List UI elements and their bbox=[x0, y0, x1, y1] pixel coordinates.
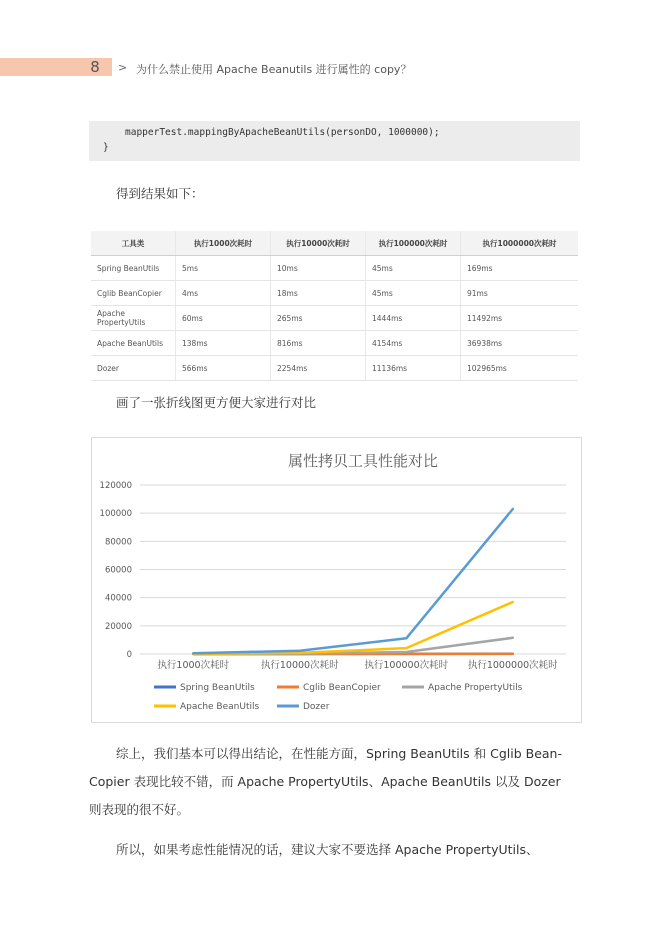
table-cell: 18ms bbox=[271, 281, 366, 306]
code-block bbox=[89, 121, 580, 161]
y-tick-label: 0 bbox=[126, 650, 132, 660]
table-row bbox=[91, 331, 578, 356]
table-cell: Apache PropertyUtils bbox=[91, 306, 176, 331]
conclusion-line: Copier 表现比较不错，而 Apache PropertyUtils、Apache BeanUtils 以及 Dozer bbox=[89, 774, 561, 789]
table-row bbox=[91, 256, 578, 281]
table-cell: 816ms bbox=[271, 331, 366, 356]
chart-title: 属性拷贝工具性能对比 bbox=[287, 452, 439, 470]
table-cell: 1444ms bbox=[366, 306, 461, 331]
result-intro: 得到结果如下： bbox=[116, 186, 204, 201]
table-cell: 138ms bbox=[176, 331, 271, 356]
table-cell: 11492ms bbox=[461, 306, 579, 331]
table-cell: 566ms bbox=[176, 356, 271, 381]
y-tick-label: 20000 bbox=[104, 621, 132, 632]
chart-intro: 画了一张折线图更方便大家进行对比 bbox=[116, 395, 317, 410]
series-line bbox=[193, 509, 513, 653]
table-cell: 60ms bbox=[176, 306, 271, 331]
table-header-row bbox=[91, 231, 578, 256]
y-tick-label: 40000 bbox=[104, 593, 132, 604]
chapter-title: 为什么禁止使用 Apache Beanutils 进行属性的 copy？ bbox=[136, 63, 412, 76]
table-cell: 5ms bbox=[176, 256, 271, 281]
legend-label: Dozer bbox=[303, 702, 330, 712]
table-cell: Dozer bbox=[91, 356, 176, 381]
page-number: 8 bbox=[90, 58, 100, 76]
table-header-cell: 工具类 bbox=[91, 231, 176, 256]
x-tick-label: 执行10000次耗时 bbox=[260, 660, 339, 671]
table-cell: 169ms bbox=[461, 256, 579, 281]
table-cell: 45ms bbox=[366, 281, 461, 306]
table-cell: 11136ms bbox=[366, 356, 461, 381]
table-cell: Cglib BeanCopier bbox=[91, 281, 176, 306]
x-tick-label: 执行1000次耗时 bbox=[157, 660, 230, 671]
table-cell: 10ms bbox=[271, 256, 366, 281]
table-cell: 91ms bbox=[461, 281, 579, 306]
y-tick-label: 60000 bbox=[104, 565, 132, 576]
code-line: } bbox=[103, 142, 109, 153]
table-cell: 4154ms bbox=[366, 331, 461, 356]
legend-label: Spring BeanUtils bbox=[180, 683, 255, 693]
table-header-cell: 执行1000次耗时 bbox=[176, 231, 271, 256]
y-tick-label: 100000 bbox=[99, 509, 132, 520]
legend-label: Apache BeanUtils bbox=[180, 702, 260, 712]
x-tick-label: 执行100000次耗时 bbox=[364, 660, 449, 671]
table-cell: 36938ms bbox=[461, 331, 579, 356]
table-row bbox=[91, 356, 578, 381]
line-chart bbox=[92, 438, 581, 722]
table-cell: Apache BeanUtils bbox=[91, 331, 176, 356]
table-cell: 4ms bbox=[176, 281, 271, 306]
chevron-right-icon: > bbox=[118, 61, 128, 74]
table-cell: 45ms bbox=[366, 256, 461, 281]
table-cell: 265ms bbox=[271, 306, 366, 331]
x-tick-label: 执行1000000次耗时 bbox=[467, 660, 558, 671]
series-line bbox=[193, 602, 513, 654]
conclusion-line: 综上，我们基本可以得出结论，在性能方面，Spring BeanUtils 和 Cglib Bean- bbox=[116, 746, 562, 761]
table-cell: Spring BeanUtils bbox=[91, 256, 176, 281]
table-row bbox=[91, 281, 578, 306]
table-header-cell: 执行100000次耗时 bbox=[366, 231, 461, 256]
table-header-cell: 执行10000次耗时 bbox=[271, 231, 366, 256]
table-cell: 2254ms bbox=[271, 356, 366, 381]
legend-label: Apache PropertyUtils bbox=[428, 683, 523, 693]
performance-table bbox=[91, 231, 578, 381]
table-row bbox=[91, 306, 578, 331]
line-chart-container bbox=[91, 437, 582, 723]
table-header-cell: 执行1000000次耗时 bbox=[461, 231, 579, 256]
code-line: mapperTest.mappingByApacheBeanUtils(personDO, 1000000); bbox=[125, 127, 440, 138]
y-tick-label: 80000 bbox=[104, 537, 132, 548]
legend-label: Cglib BeanCopier bbox=[303, 683, 381, 693]
advice-line: 所以，如果考虑性能情况的话，建议大家不要选择 Apache PropertyUtils、 bbox=[116, 842, 539, 857]
table-cell: 102965ms bbox=[461, 356, 579, 381]
y-tick-label: 120000 bbox=[99, 481, 132, 491]
conclusion-line: 则表现的很不好。 bbox=[89, 802, 190, 817]
